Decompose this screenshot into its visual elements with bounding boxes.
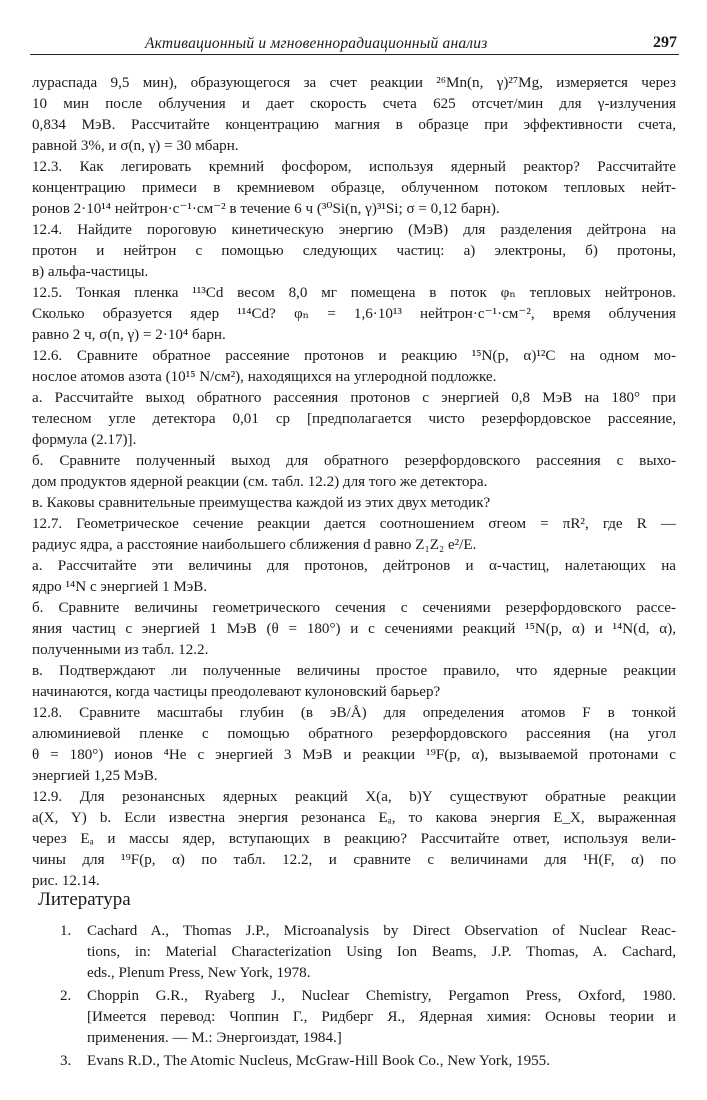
text-line: радиус ядра, а расстояние наибольшего сближения d равно Z₁Z₂ e²/E. [32, 537, 477, 553]
reference-number: 1. [60, 923, 72, 939]
text-line: дом продуктов ядерной реакции (см. табл. 12.2) для того же детектора. [32, 474, 488, 490]
text-line: начинаются, когда частицы преодолевают кулоновский барьер? [32, 684, 441, 700]
reference-line: Choppin G.R., Ryaberg J., Nuclear Chemistry, Pergamon Press, Oxford, 1980. [87, 988, 676, 1004]
reference-item-cont [60, 1028, 676, 1049]
text-line: равной 3%, и σ(n, γ) = 30 мбарн. [32, 138, 239, 154]
reference-line: tions, in: Material Characterization Using Ion Beams, J.P. Thomas, A. Cachard, [87, 944, 676, 960]
text-line: в) альфа-частицы. [32, 264, 149, 280]
text-line: 0,834 МэВ. Рассчитайте концентрацию магния в образце при эффективности счета, [32, 117, 676, 133]
reference-item-cont [60, 942, 676, 963]
text-line: ронов 2·10¹⁴ нейтрон·с⁻¹·см⁻² в течение 6 ч (³⁰Si(n, γ)³¹Si; σ = 0,12 барн). [32, 201, 500, 217]
page-number: 297 [653, 34, 677, 51]
exercise-12-3: 12.3. Как легировать кремний фосфором, используя ядерный реактор? Рассчитайте [32, 159, 676, 175]
running-header [30, 28, 679, 55]
reference-line: применения. — М.: Энергоиздат, 1984.] [87, 1030, 342, 1046]
text-line: в. Каковы сравнительные преимущества каждой из этих двух методик? [32, 495, 491, 511]
reference-line: Cachard A., Thomas J.P., Microanalysis by Direct Observation of Nuclear Reac- [87, 923, 676, 939]
text-line: через Eₐ и массы ядер, вступающих в реакцию? Рассчитайте ответ, используя вели- [32, 831, 676, 847]
text-line: яния частиц с энергией 1 МэВ (θ = 180°) и с сечениями реакций ¹⁵N(p, α) и ¹⁴N(d, α), [32, 621, 676, 637]
text-line: ядро ¹⁴N с энергией 1 МэВ. [32, 579, 208, 595]
reference-number: 2. [60, 988, 72, 1004]
text-line: 10 мин после облучения и дает скорость счета 625 отсчет/мин для γ-излучения [32, 96, 676, 112]
text-line: б. Сравните величины геометрического сечения с сечениями резерфордовского рассе- [32, 600, 676, 616]
reference-item [60, 1051, 676, 1072]
text-line: алюминиевой пленке с помощью обратного резерфордовского рассеяния (на угол [32, 726, 676, 742]
text-line: нослое атомов азота (10¹⁵ N/см²), находящихся на углеродной подложке. [32, 369, 497, 385]
text-line: энергией 1,25 МэВ. [32, 768, 158, 784]
text-line: формула (2.17)]. [32, 432, 137, 448]
text-line: θ = 180°) ионов ⁴He с энергией 3 МэВ и реакции ¹⁹F(p, α), вызываемой протонами с [32, 747, 676, 763]
reference-line: [Имеется перевод: Чоппин Г., Ридберг Я., Ядерная химия: Основы теории и [87, 1009, 676, 1025]
text-line: телесном угле детектора 0,01 ср [предполагается чисто резерфордовское рассеяние, [32, 411, 676, 427]
exercise-12-8: 12.8. Сравните масштабы глубин (в эВ/Å) для определения атомов F в тонкой [32, 705, 676, 721]
reference-item-cont [60, 963, 676, 984]
text-line: a(X, Y) b. Если известна энергия резонанса Eₐ, то какова энергия E_X, выраженная [32, 810, 676, 826]
reference-line: eds., Plenum Press, New York, 1978. [87, 965, 311, 981]
text-line: а. Рассчитайте эти величины для протонов, дейтронов и α-частиц, налетающих на [32, 558, 676, 574]
header-title: Активационный и мгновеннорадиационный анализ [145, 35, 488, 52]
reference-item [60, 986, 676, 1007]
text-line: а. Рассчитайте выход обратного рассеяния протонов с энергией 0,8 МэВ на 180° при [32, 390, 676, 406]
text-line: полученными из табл. 12.2. [32, 642, 209, 658]
text-line: протон и нейтрон с помощью следующих частиц: а) электроны, б) протоны, [32, 243, 676, 259]
text-line: Сколько образуется ядер ¹¹⁴Cd? φₙ = 1,6·10¹³ нейтрон·с⁻¹·см⁻², время облучения [32, 306, 676, 322]
exercise-12-6: 12.6. Сравните обратное рассеяние протонов и реакцию ¹⁵N(p, α)¹²C на одном мо- [32, 348, 676, 364]
text-line: лураспада 9,5 мин), образующегося за счет реакции ²⁶Mn(n, γ)²⁷Mg, измеряется через [32, 75, 676, 91]
reference-line: Evans R.D., The Atomic Nucleus, McGraw-Hill Book Co., New York, 1955. [87, 1053, 550, 1069]
exercise-12-4: 12.4. Найдите пороговую кинетическую энергию (МэВ) для разделения дейтрона на [32, 222, 676, 238]
text-line: в. Подтверждают ли полученные величины простое правило, что ядерные реакции [32, 663, 676, 679]
text-line: концентрацию примеси в кремниевом образце, облученном потоком тепловых нейт- [32, 180, 676, 196]
text-line: равно 2 ч, σ(n, γ) = 2·10⁴ барн. [32, 327, 226, 343]
text-line: б. Сравните полученный выход для обратного резерфордовского рассеяния с выхо- [32, 453, 676, 469]
text-line: чины для ¹⁹F(p, α) по табл. 12.2, и сравните с величинами для ¹H(F, α) по [32, 852, 676, 868]
exercise-12-7: 12.7. Геометрическое сечение реакции дается соотношением σгеом = πR², где R — [32, 516, 676, 532]
exercise-12-5: 12.5. Тонкая пленка ¹¹³Cd весом 8,0 мг помещена в поток φₙ тепловых нейтронов. [32, 285, 676, 301]
reference-number: 3. [60, 1053, 72, 1069]
references-heading: Литература [38, 889, 131, 910]
exercise-12-9: 12.9. Для резонансных ядерных реакций X(a, b)Y существуют обратные реакции [32, 789, 676, 805]
reference-item-cont [60, 1007, 676, 1028]
text-line: рис. 12.14. [32, 873, 100, 889]
reference-item [60, 921, 676, 942]
